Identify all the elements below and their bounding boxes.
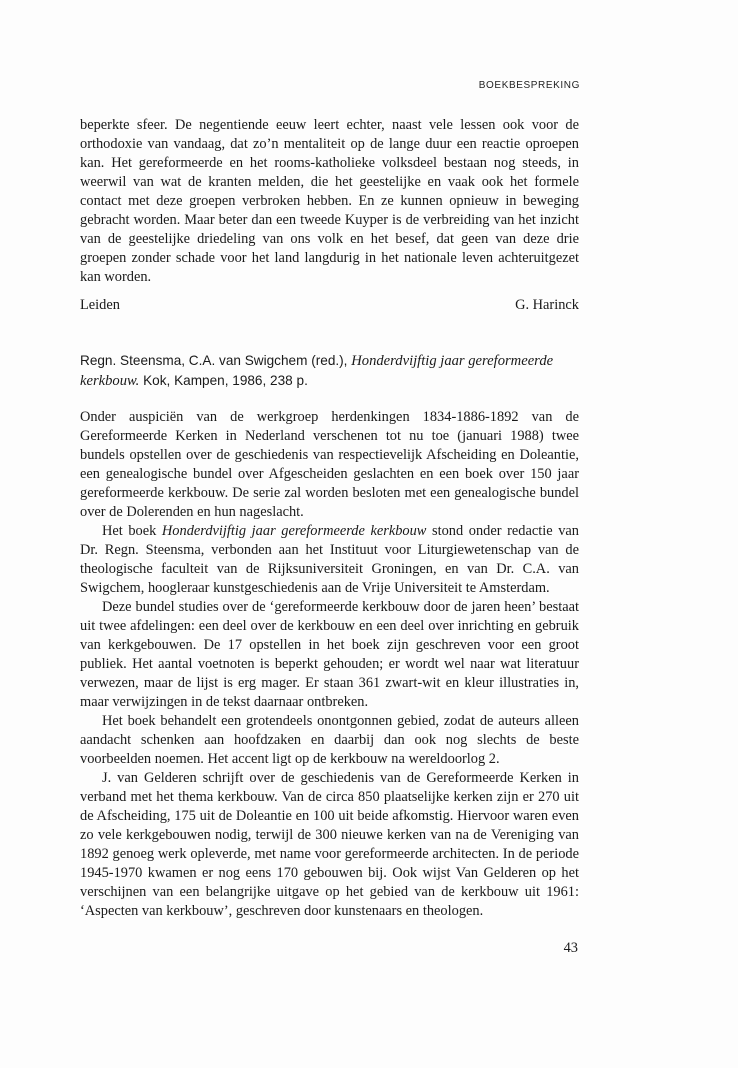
book-citation [80,351,579,391]
running-head: BOEKBESPREKING [478,80,580,91]
citation-editors: Regn. Steensma, C.A. van Swigchem (red.), [80,353,348,368]
signature-reviewer: G. Harinck [515,297,579,313]
paragraph: Onder auspiciën van de werkgroep herdenkingen 1834-1886-1892 van de Gereformeerde Kerken in Nederland verschenen tot nu toe (januari 1988) twee bundels opstellen over de geschiedenis van respectievelijk Afscheiding en Doleantie, een genealogische bundel over Afgescheiden geslachten en een boek over 150 jaar gereformeerde kerkbouw. De serie zal worden besloten met een genealogische bundel over de Dolerenden en hun nageslacht. [80,409,579,520]
paragraph-rest: stond onder redactie van Dr. Regn. Steensma, verbonden aan het Instituut voor Liturgiewetenschap van de theologische faculteit van de Rijksuniversiteit Groningen, en van Dr. C.A. van Swigchem, hoogleraar kunstgeschiedenis aan de Vrije Universiteit te Amsterdam. [80,523,579,596]
review-body [80,408,579,921]
paragraph-intro: Het boek [102,523,157,539]
paragraph: Het boek behandelt een grotendeels onontgonnen gebied, zodat de auteurs alleen aandacht schenken aan hoofdzaken en daarbij dan ook nog slechts de beste voorbeelden noemen. Het accent ligt op de kerkbouw na wereldoorlog 2. [80,713,579,767]
previous-review-text [80,116,579,287]
paragraph [80,522,579,598]
signature-place: Leiden [80,297,120,313]
paragraph: Deze bundel studies over de ‘gereformeerde kerkbouw door de jaren heen’ bestaat uit twee afdelingen: een deel over de kerkbouw en een deel over inrichting en gebruik van kerkgebouwen. De 17 opstellen in het boek zijn geschreven voor een groot publiek. Het aantal voetnoten is beperkt gehouden; er wordt wel naar wat literatuur verwezen, maar de lijst is erg mager. Er staan 361 zwart-wit en kleur illustraties in, maar verwijzingen in de tekst daarnaar ontbreken. [80,599,579,710]
page-number: 43 [563,940,578,956]
paragraph: beperkte sfeer. De negentiende eeuw leert echter, naast vele lessen ook voor de orthodoxie van vandaag, dat zo’n mentaliteit op de lange duur een reactie oproepen kan. Het gereformeerde en het rooms-katholieke volksdeel bestaan nog steeds, in weerwil van wat de kranten melden, die het geestelijke en vaak ook het formele contact met deze groepen verbroken hebben. En ze kunnen opnieuw in beweging gebracht worden. Maar beter dan een tweede Kuyper is de verbreiding van het inzicht van de geestelijke driedeling van ons volk en het besef, dat geen van deze drie groepen zonder schade voor het land langdurig in het nationale leven achteruitgezet kan worden. [80,117,579,285]
citation-title: Honderdvijftig jaar gereformeerde kerkbouw. [80,353,554,389]
review-signature [80,296,579,315]
paragraph: J. van Gelderen schrijft over de geschiedenis van de Gereformeerde Kerken in verband met het thema kerkbouw. Van de circa 850 plaatselijke kerken zijn er 270 uit de Afscheiding, 175 uit de Doleantie en 100 uit beide afkomstig. Hiervoor waren even zo vele kerkgebouwen nodig, terwijl de 300 nieuwe kerken van na de Vereniging van 1892 genoeg werk opleverde, met name voor gereformeerde architecten. In de periode 1945-1970 kwamen er nog eens 170 gebouwen bij. Ook wijst Van Gelderen op het verschijnen van een belangrijke uitgave op het gebied van de kerkbouw uit 1961: ‘Aspecten van kerkbouw’, geschreven door kunstenaars en theologen. [80,770,579,919]
book-title: Honderdvijftig jaar gereformeerde kerkbouw [161,523,427,539]
citation-publisher: Kok, Kampen, 1986, 238 p. [143,373,308,388]
